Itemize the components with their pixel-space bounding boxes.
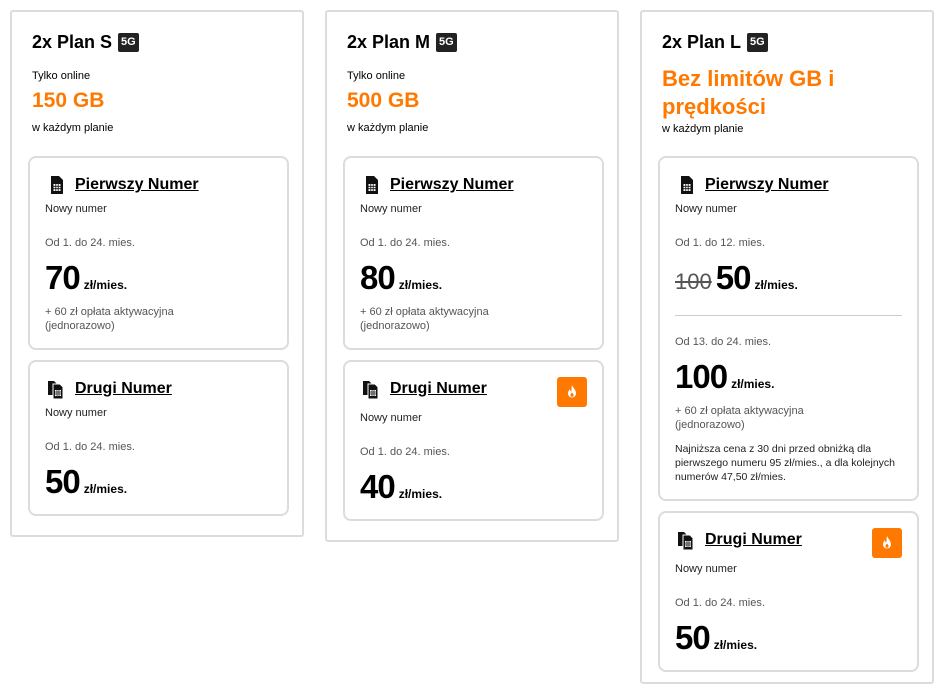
new-number-label: Nowy numer xyxy=(360,412,422,424)
price-value: 50 xyxy=(45,463,80,500)
5g-badge: 5G xyxy=(118,33,139,52)
new-number-label: Nowy numer xyxy=(45,407,107,419)
price-unit: zł/mies. xyxy=(398,278,443,292)
plan-card-m xyxy=(325,10,619,542)
period-label: Od 1. do 24. mies. xyxy=(45,441,135,453)
price-unit: zł/mies. xyxy=(398,487,443,501)
first-number-link[interactable]: Pierwszy Numer xyxy=(390,176,514,193)
price-unit: zł/mies. xyxy=(83,278,128,292)
per-plan-label: w każdym planie xyxy=(347,122,429,134)
second-number-card xyxy=(28,360,289,516)
activation-fee: + 60 zł opłata aktywacyjna (jednorazowo) xyxy=(45,306,174,332)
plan-title: 2x Plan L 5G xyxy=(662,32,768,53)
new-number-label: Nowy numer xyxy=(45,203,107,215)
price xyxy=(675,620,757,656)
plan-card-s xyxy=(10,10,304,537)
divider xyxy=(675,315,902,316)
first-number-card xyxy=(28,156,289,350)
second-number-link[interactable]: Drugi Numer xyxy=(75,380,172,397)
plan-title: 2x Plan S 5G xyxy=(32,32,139,53)
period-label: Od 1. do 24. mies. xyxy=(360,237,450,249)
per-plan-label: w każdym planie xyxy=(32,122,114,134)
multi-sim-icon xyxy=(360,378,382,400)
data-allowance: Bez limitów GB i prędkości xyxy=(662,66,835,119)
sim-card-icon xyxy=(360,174,382,196)
price-unit: zł/mies. xyxy=(731,377,775,391)
first-number-link[interactable]: Pierwszy Numer xyxy=(75,176,199,193)
period-label-2: Od 13. do 24. mies. xyxy=(675,336,771,348)
second-number-link[interactable]: Drugi Numer xyxy=(705,531,802,548)
price xyxy=(360,260,442,296)
price-value: 70 xyxy=(45,259,80,296)
price xyxy=(360,469,442,505)
multi-sim-icon xyxy=(45,378,67,400)
period-label: Od 1. do 24. mies. xyxy=(45,237,135,249)
new-number-label: Nowy numer xyxy=(675,563,737,575)
5g-badge: 5G xyxy=(747,33,768,52)
second-number-card xyxy=(343,360,604,521)
first-number-card xyxy=(658,156,919,501)
period-label: Od 1. do 24. mies. xyxy=(675,597,765,609)
per-plan-label: w każdym planie xyxy=(662,123,744,135)
price-value: 100 xyxy=(675,358,728,395)
price-2 xyxy=(675,359,774,395)
fire-icon[interactable] xyxy=(557,377,587,407)
data-allowance: 500 GB xyxy=(347,89,420,112)
price-value: 80 xyxy=(360,259,395,296)
promo-price xyxy=(675,260,798,296)
online-only-label: Tylko online xyxy=(32,70,91,82)
second-number-link[interactable]: Drugi Numer xyxy=(390,380,487,397)
price-value: 50 xyxy=(715,259,751,296)
multi-sim-icon xyxy=(675,529,697,551)
fire-icon[interactable] xyxy=(872,528,902,558)
price-unit: zł/mies. xyxy=(754,278,798,292)
price-unit: zł/mies. xyxy=(713,638,758,652)
price-unit: zł/mies. xyxy=(83,482,128,496)
lowest-price-note: Najniższa cena z 30 dni przed obniżką dla pierwszego numeru 95 zł/mies., a dla kolejnych numerów 47,50 zł/mies. xyxy=(675,443,896,483)
old-price: 100 xyxy=(675,269,712,294)
plan-card-l xyxy=(640,10,934,684)
sim-card-icon xyxy=(675,174,697,196)
activation-fee: + 60 zł opłata aktywacyjna (jednorazowo) xyxy=(675,405,804,431)
price-value: 40 xyxy=(360,468,395,505)
second-number-card xyxy=(658,511,919,672)
sim-card-icon xyxy=(45,174,67,196)
price-value: 50 xyxy=(675,619,710,656)
plan-title: 2x Plan M 5G xyxy=(347,32,457,53)
new-number-label: Nowy numer xyxy=(360,203,422,215)
activation-fee: + 60 zł opłata aktywacyjna (jednorazowo) xyxy=(360,306,489,332)
period-label: Od 1. do 24. mies. xyxy=(360,446,450,458)
online-only-label: Tylko online xyxy=(347,70,406,82)
price xyxy=(45,260,127,296)
new-number-label: Nowy numer xyxy=(675,203,737,215)
price xyxy=(45,464,127,500)
5g-badge: 5G xyxy=(436,33,457,52)
first-number-card xyxy=(343,156,604,350)
first-number-link[interactable]: Pierwszy Numer xyxy=(705,176,829,193)
data-allowance: 150 GB xyxy=(32,89,105,112)
period-label: Od 1. do 12. mies. xyxy=(675,237,765,249)
